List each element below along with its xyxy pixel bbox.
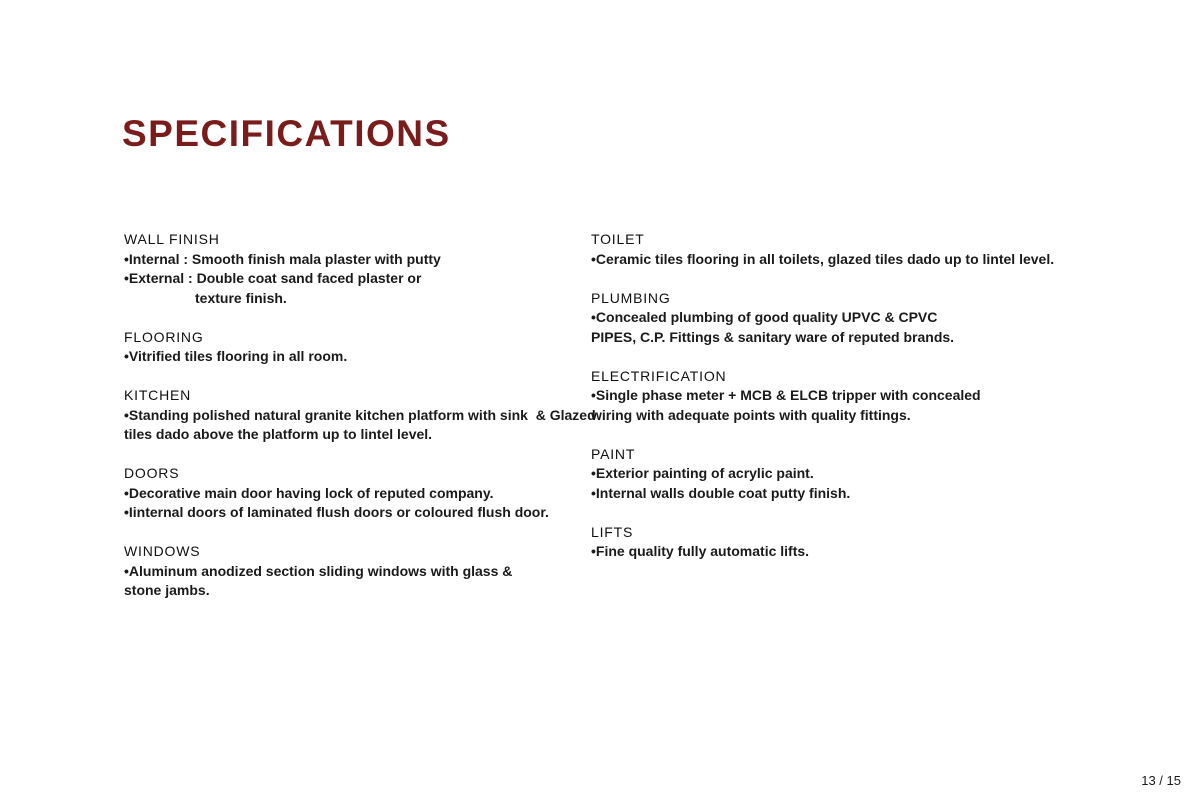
spec-line: stone jambs.	[124, 582, 210, 598]
spec-line: •Vitrified tiles flooring in all room.	[124, 348, 348, 364]
spec-line: •Concealed plumbing of good quality UPVC & CPVC	[591, 309, 938, 325]
spec-line: •Ceramic tiles flooring in all toilets, glazed tiles dado up to lintel level.	[591, 250, 1055, 267]
left-column	[124, 230, 596, 620]
section-heading: PLUMBING	[591, 289, 671, 306]
page-number: 13 / 15	[1141, 773, 1181, 788]
section-heading: DOORS	[124, 465, 180, 481]
section-paint	[591, 445, 1051, 504]
spec-line: •Standing polished natural granite kitchen platform with sink & Glazed	[124, 406, 596, 423]
section-windows	[124, 542, 574, 601]
section-flooring	[124, 328, 574, 367]
section-kitchen	[124, 386, 596, 445]
section-heading: KITCHEN	[124, 387, 192, 403]
section-wall-finish	[124, 230, 574, 308]
section-heading: WINDOWS	[124, 543, 201, 559]
section-heading: FLOORING	[124, 328, 204, 345]
right-column	[591, 230, 1055, 581]
section-electrification	[591, 367, 1051, 426]
spec-line: •Aluminum anodized section sliding windows with glass &	[124, 562, 513, 579]
section-heading: LIFTS	[591, 523, 634, 540]
spec-line: •Internal : Smooth finish mala plaster with putty	[124, 250, 441, 267]
section-heading: WALL FINISH	[124, 231, 220, 247]
section-heading: TOILET	[591, 231, 645, 247]
section-heading: PAINT	[591, 445, 636, 462]
spec-line: •Internal walls double coat putty finish.	[591, 484, 851, 501]
page-title: SPECIFICATIONS	[122, 113, 451, 154]
spec-line: •External : Double coat sand faced plaster or	[124, 270, 422, 286]
section-lifts	[591, 523, 1051, 562]
spec-line: texture finish.	[195, 289, 287, 306]
section-heading: ELECTRIFICATION	[591, 367, 727, 384]
spec-line: •Decorative main door having lock of reputed company.	[124, 484, 494, 501]
spec-line: •Iinternal doors of laminated flush doors or coloured flush door.	[124, 504, 549, 520]
section-plumbing	[591, 289, 1051, 348]
section-toilet	[591, 230, 1055, 269]
spec-line: •Single phase meter + MCB & ELCB tripper with concealed	[591, 387, 981, 403]
spec-line: tiles dado above the platform up to lintel level.	[124, 426, 433, 442]
spec-line: PIPES, C.P. Fittings & sanitary ware of reputed brands.	[591, 328, 955, 345]
spec-line: •Fine quality fully automatic lifts.	[591, 543, 810, 559]
section-doors	[124, 464, 574, 523]
spec-line: wiring with adequate points with quality fittings.	[591, 406, 911, 423]
spec-line: •Exterior painting of acrylic paint.	[591, 465, 814, 481]
